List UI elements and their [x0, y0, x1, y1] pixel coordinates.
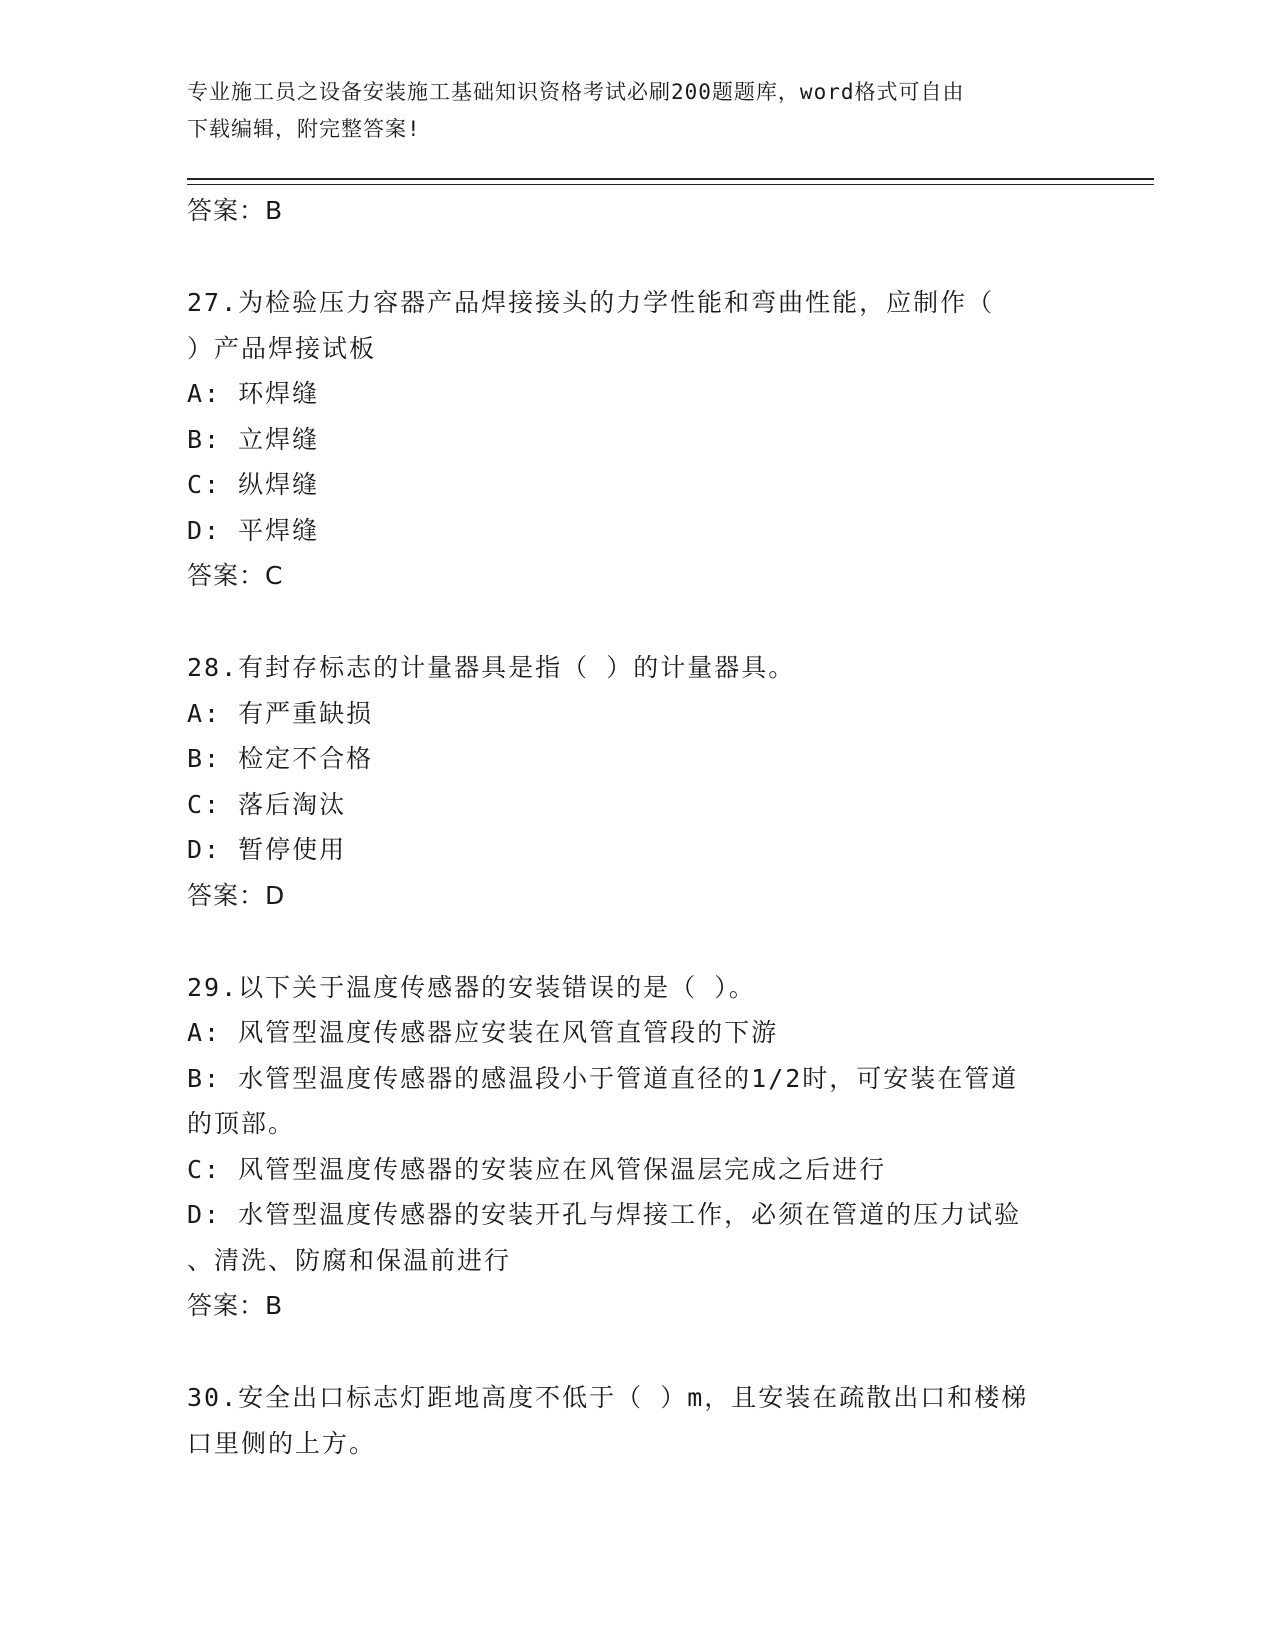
option-b-continued: 的顶部。 — [187, 1109, 296, 1138]
option-b: B: 水管型温度传感器的感温段小于管道直径的1/2时，可安装在管道 — [187, 1063, 1019, 1093]
question-text: 30.安全出口标志灯距地高度不低于（ ）m，且安装在疏散出口和楼梯 — [187, 1383, 1029, 1412]
option-c: C: 纵焊缝 — [187, 470, 320, 499]
question-block — [187, 1375, 1087, 1466]
header-line-1: 专业施工员之设备安装施工基础知识资格考试必刷200题题库，word格式可自由 — [187, 80, 965, 104]
question-text: 27.为检验压力容器产品焊接接头的力学性能和弯曲性能，应制作（ — [187, 288, 995, 317]
header-divider — [187, 178, 1154, 185]
question-list — [187, 188, 1087, 1466]
option-c: C: 落后淘汰 — [187, 789, 347, 819]
option-c: C: 风管型温度传感器的安装应在风管保温层完成之后进行 — [187, 1154, 887, 1184]
option-d-continued: 、清洗、防腐和保温前进行 — [187, 1245, 512, 1275]
answer-line: 答案：B — [187, 1291, 284, 1320]
question-text: 29.以下关于温度传感器的安装错误的是（ ）。 — [187, 972, 756, 1002]
header-line-2: 下载编辑，附完整答案! — [187, 117, 421, 141]
answer-line: 答案：D — [187, 880, 286, 910]
option-b: B: 检定不合格 — [187, 744, 374, 773]
answer-line: 答案：B — [187, 196, 284, 225]
option-b: B: 立焊缝 — [187, 424, 320, 454]
page-header — [187, 74, 1087, 148]
question-block — [187, 965, 1087, 1330]
question-text: 口里侧的上方。 — [187, 1428, 377, 1458]
option-d: D: 水管型温度传感器的安装开孔与焊接工作，必须在管道的压力试验 — [187, 1200, 1022, 1229]
option-a: A: 风管型温度传感器应安装在风管直管段的下游 — [187, 1018, 779, 1047]
option-a: A: 有严重缺损 — [187, 698, 374, 728]
option-d: D: 暂停使用 — [187, 835, 347, 864]
question-text: ）产品焊接试板 — [187, 333, 377, 363]
option-a: A: 环焊缝 — [187, 379, 320, 408]
question-block — [187, 645, 1087, 919]
question-block — [187, 280, 1087, 599]
option-d: D: 平焊缝 — [187, 515, 320, 545]
question-text: 28.有封存标志的计量器具是指（ ）的计量器具。 — [187, 653, 796, 682]
answer-line: 答案：C — [187, 561, 284, 590]
